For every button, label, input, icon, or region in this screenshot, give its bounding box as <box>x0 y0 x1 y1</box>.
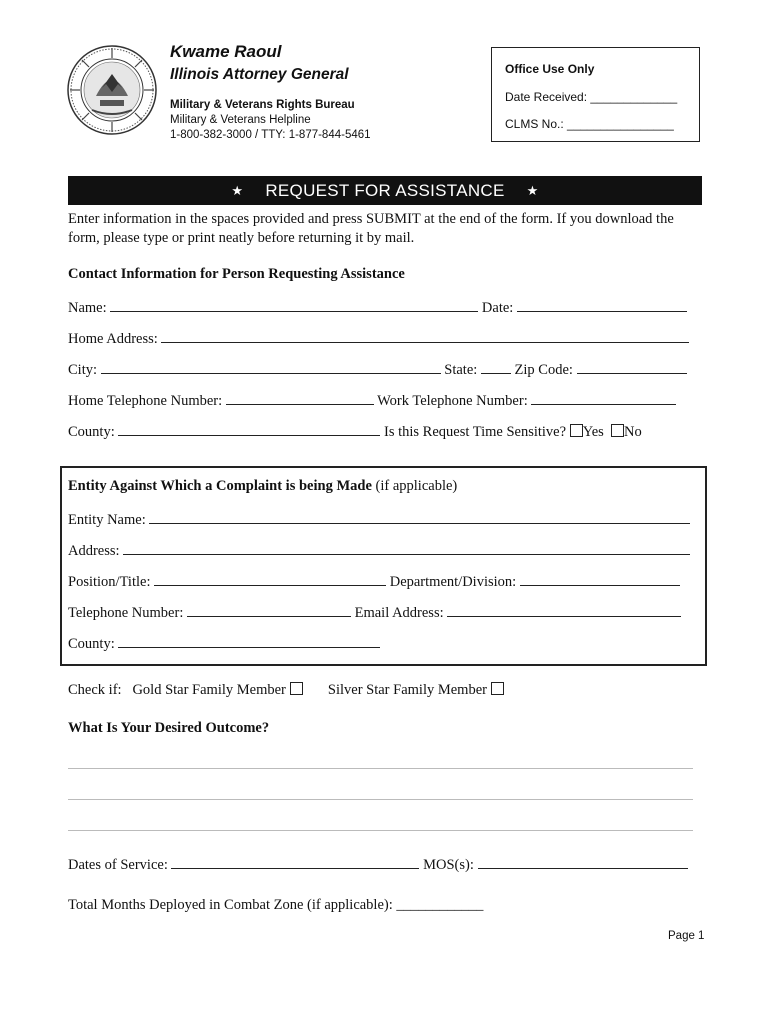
home-phone-label: Home Telephone Number: <box>68 393 223 409</box>
star-icon: ★ <box>231 182 244 198</box>
entity-telephone-row <box>68 602 681 622</box>
mos-label: MOS(s): <box>423 857 474 873</box>
dates-of-service-label: Dates of Service: <box>68 857 168 873</box>
name-field[interactable] <box>110 297 478 312</box>
form-instructions: Enter information in the spaces provided and press SUBMIT at the end of the form. If you download the form, please type or print neatly before returning it by mail. <box>68 211 674 246</box>
page-number: Page 1 <box>668 930 705 942</box>
state-seal-icon <box>66 44 158 136</box>
email-label: Email Address: <box>354 605 444 621</box>
entity-address-field[interactable] <box>123 540 690 555</box>
entity-heading: Entity Against Which a Complaint is being Made <box>68 478 372 494</box>
county-label: County: <box>68 424 115 440</box>
desired-outcome-line-1[interactable] <box>68 768 693 769</box>
office-clms-number: CLMS No.: ________________ <box>505 117 674 131</box>
check-if-row <box>68 682 504 699</box>
time-sensitive-no-checkbox[interactable] <box>611 424 624 437</box>
entity-telephone-field[interactable] <box>187 602 351 617</box>
helpline-name: Military & Veterans Helpline <box>170 114 311 126</box>
no-label: No <box>624 424 642 440</box>
city-field[interactable] <box>101 359 441 374</box>
home-phone-field[interactable] <box>226 390 374 405</box>
helpline-phone: 1-800-382-3000 / TTY: 1-877-844-5461 <box>170 129 371 141</box>
gold-star-label: Gold Star Family Member <box>132 682 286 698</box>
entity-county-field[interactable] <box>118 633 380 648</box>
dates-of-service-field[interactable] <box>171 854 419 869</box>
state-label: State: <box>444 362 478 378</box>
yes-label: Yes <box>582 424 604 440</box>
city-label: City: <box>68 362 98 378</box>
office-date-received: Date Received: _____________ <box>505 90 678 104</box>
work-phone-field[interactable] <box>531 390 676 405</box>
desired-outcome-line-3[interactable] <box>68 830 693 831</box>
state-field[interactable] <box>481 359 511 374</box>
date-field[interactable] <box>517 297 687 312</box>
position-field[interactable] <box>154 571 386 586</box>
entity-address-label: Address: <box>68 543 120 559</box>
time-sensitive-yes-checkbox[interactable] <box>570 424 583 437</box>
contact-section-heading: Contact Information for Person Requesting Assistance <box>68 266 405 282</box>
mos-field[interactable] <box>478 854 688 869</box>
service-row <box>68 854 688 874</box>
attorney-general-title: Illinois Attorney General <box>170 66 349 83</box>
desired-outcome-heading: What Is Your Desired Outcome? <box>68 720 270 736</box>
position-label: Position/Title: <box>68 574 151 590</box>
telephone-row <box>68 390 676 410</box>
entity-name-field[interactable] <box>149 509 690 524</box>
department-label: Department/Division: <box>389 574 517 590</box>
months-deployed-row[interactable]: Total Months Deployed in Combat Zone (if applicable): ____________ <box>68 897 484 913</box>
attorney-general-name: Kwame Raoul <box>170 42 282 61</box>
county-row <box>68 421 642 441</box>
entity-section-heading <box>68 478 457 495</box>
home-address-field[interactable] <box>161 328 689 343</box>
entity-county-label: County: <box>68 636 115 652</box>
time-sensitive-label: Is this Request Time Sensitive? <box>383 424 567 440</box>
city-row <box>68 359 687 379</box>
form-title-banner <box>68 176 702 205</box>
email-field[interactable] <box>447 602 681 617</box>
department-field[interactable] <box>520 571 680 586</box>
entity-name-row <box>68 509 690 529</box>
star-icon: ★ <box>526 182 539 198</box>
date-label: Date: <box>481 300 514 316</box>
name-row <box>68 297 687 317</box>
office-use-title: Office Use Only <box>505 62 595 76</box>
check-if-label: Check if: <box>68 682 122 698</box>
work-phone-label: Work Telephone Number: <box>377 393 528 409</box>
desired-outcome-line-2[interactable] <box>68 799 693 800</box>
county-field[interactable] <box>118 421 380 436</box>
home-address-label: Home Address: <box>68 331 158 347</box>
bureau-name: Military & Veterans Rights Bureau <box>170 99 355 111</box>
home-address-row <box>68 328 689 348</box>
position-row <box>68 571 680 591</box>
entity-address-row <box>68 540 690 560</box>
gold-star-checkbox[interactable] <box>290 682 303 695</box>
silver-star-label: Silver Star Family Member <box>327 682 487 698</box>
silver-star-checkbox[interactable] <box>491 682 504 695</box>
entity-telephone-label: Telephone Number: <box>68 605 184 621</box>
name-label: Name: <box>68 300 107 316</box>
zip-field[interactable] <box>577 359 687 374</box>
form-title: REQUEST FOR ASSISTANCE <box>265 180 505 200</box>
entity-name-label: Entity Name: <box>68 512 146 528</box>
zip-label: Zip Code: <box>514 362 573 378</box>
entity-heading-note: (if applicable) <box>375 478 458 494</box>
entity-county-row <box>68 633 380 653</box>
